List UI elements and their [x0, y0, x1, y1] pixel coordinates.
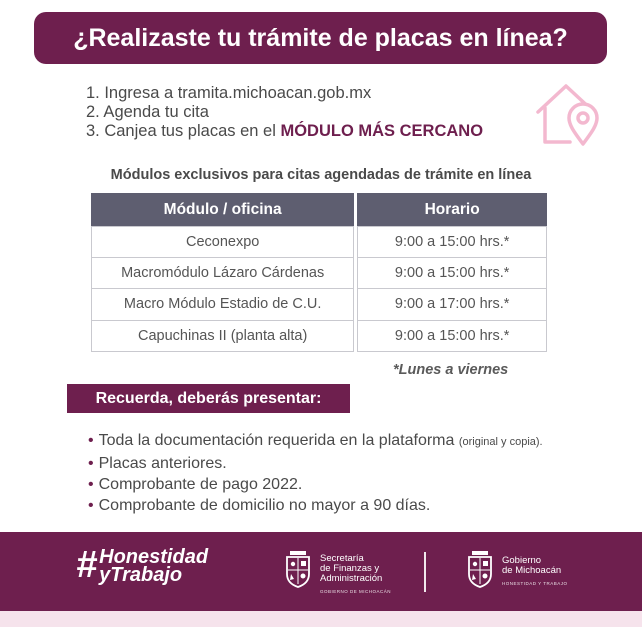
org-finanzas	[320, 554, 391, 597]
footer-bar	[0, 532, 642, 611]
coat-of-arms-icon	[285, 550, 311, 588]
table-row	[91, 226, 547, 258]
footer-divider	[424, 552, 426, 592]
page-title: ¿Realizaste tu trámite de placas en línea?	[73, 23, 568, 52]
requirements-list	[88, 430, 543, 516]
org-gobierno-tag: HONESTIDAD Y TRABAJO	[502, 581, 568, 586]
step-1: 1. Ingresa a tramita.michoacan.gob.mx	[86, 84, 372, 102]
requirement-note: (original y copia).	[458, 436, 543, 448]
steps-list	[86, 84, 483, 141]
hours-cell: 9:00 a 15:00 hrs.*	[357, 321, 547, 353]
table-row	[91, 289, 547, 321]
hours-cell: 9:00 a 15:00 hrs.*	[357, 226, 547, 258]
hashtag-line-1: Honestidad	[99, 546, 209, 568]
list-item: • Comprobante de domicilio no mayor a 90 días.	[88, 495, 543, 516]
org-gobierno-line-2: de Michoacán	[502, 565, 562, 576]
table-caption: Módulos exclusivos para citas agendadas de trámite en línea	[110, 167, 532, 183]
org-finanzas-line-3: Administración	[320, 573, 383, 584]
step-3	[86, 122, 483, 141]
org-finanzas-line-1: Secretaría	[320, 553, 364, 564]
org-finanzas-line-2: de Finanzas y	[320, 563, 380, 574]
home-location-icon	[534, 78, 604, 148]
module-cell: Ceconexpo	[91, 226, 354, 258]
footer-strip	[0, 611, 642, 627]
schedule-footnote: *Lunes a viernes	[393, 362, 509, 378]
reminder-banner	[67, 384, 350, 413]
hashtag-symbol: #	[76, 544, 98, 586]
module-cell: Macromódulo Lázaro Cárdenas	[91, 258, 354, 290]
requirement-text: Toda la documentación requerida en la plataforma	[98, 432, 459, 449]
module-cell: Macro Módulo Estadio de C.U.	[91, 289, 354, 321]
hours-cell: 9:00 a 15:00 hrs.*	[357, 258, 547, 290]
module-cell: Capuchinas II (planta alta)	[91, 321, 354, 353]
header-hours: Horario	[357, 193, 547, 226]
list-item	[88, 430, 543, 453]
reminder-label: Recuerda, deberás presentar:	[95, 389, 322, 407]
org-gobierno	[502, 556, 568, 589]
title-banner	[34, 12, 607, 64]
step-3-highlight: MÓDULO MÁS CERCANO	[280, 122, 484, 140]
step-2: 2. Agenda tu cita	[86, 103, 209, 121]
header-module: Módulo / oficina	[91, 193, 354, 226]
org-gobierno-line-1: Gobierno	[502, 555, 542, 566]
coat-of-arms-icon	[467, 550, 493, 588]
hashtag-line-2: yTrabajo	[99, 564, 183, 586]
table-row	[91, 258, 547, 290]
hours-cell: 9:00 a 17:00 hrs.*	[357, 289, 547, 321]
list-item: • Placas anteriores.	[88, 453, 543, 474]
list-item: • Comprobante de pago 2022.	[88, 474, 543, 495]
org-finanzas-tag: GOBIERNO DE MICHOACÁN	[320, 589, 392, 594]
hashtag-logo	[76, 544, 209, 586]
step-3-text: 3. Canjea tus placas en el	[86, 122, 281, 140]
table-row	[91, 321, 547, 353]
schedule-table	[88, 193, 550, 352]
